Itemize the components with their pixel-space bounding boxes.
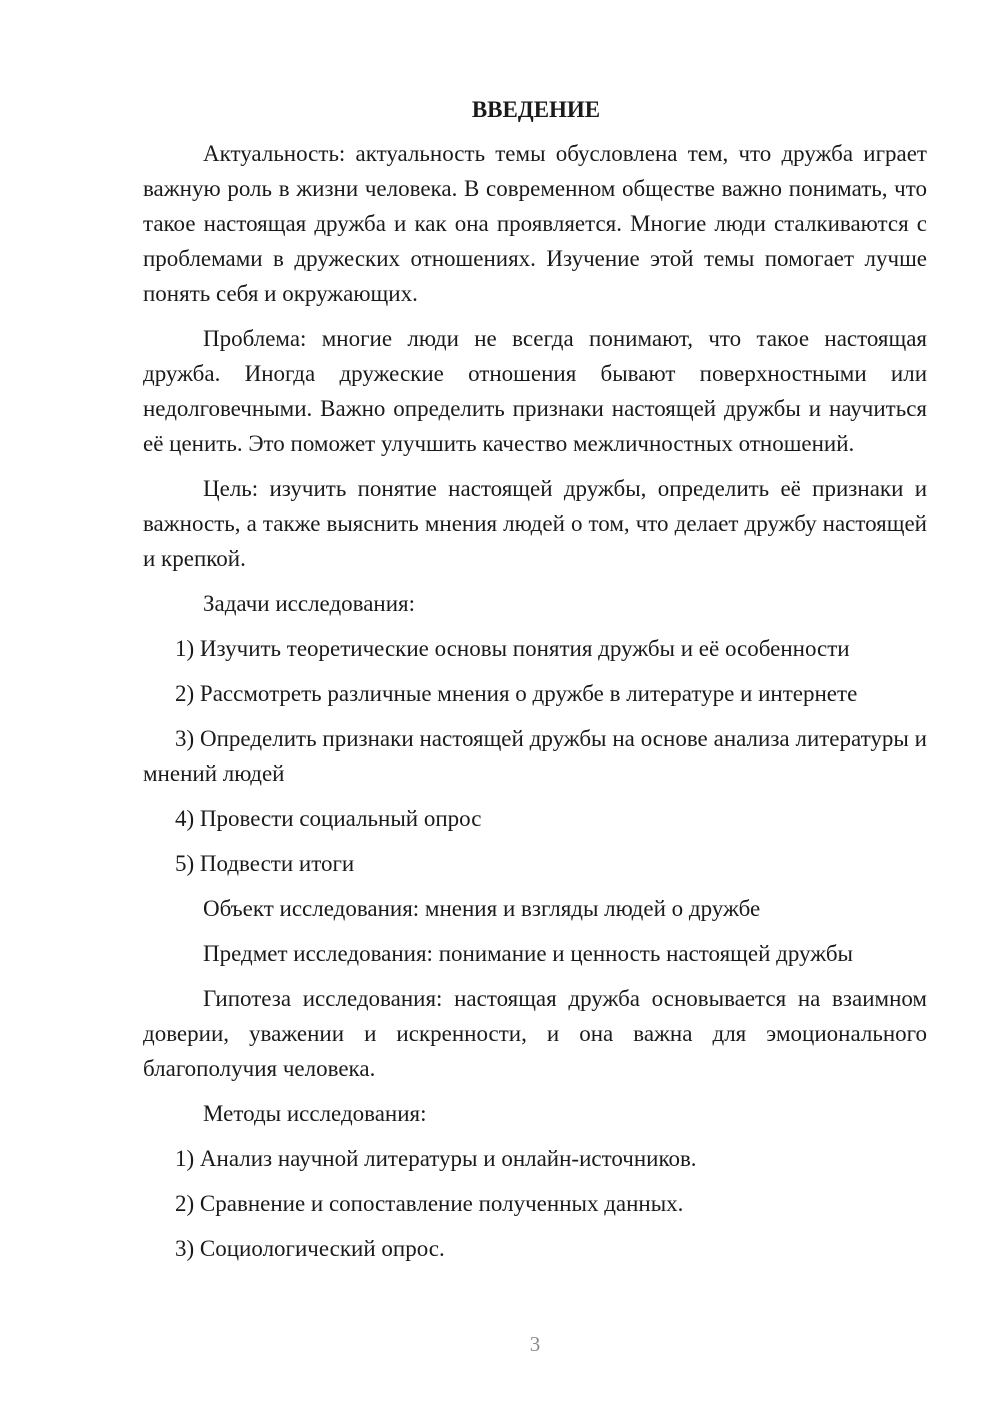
section-heading: ВВЕДЕНИЕ (471, 97, 601, 122)
relevance-paragraph: Актуальность: актуальность темы обусловлена тем, что дружба играет важную роль в жизни человека. В современном обществе важно понимать, что такое настоящая дружба и как она проявляется. Многие люди сталкиваются с проблемами в дружеских отношениях. Изучение этой темы помогает лучше понять себя и окружающих. (143, 141, 927, 306)
method-item: 3) Социологический опрос. (175, 1236, 445, 1261)
task-item: 3) Определить признаки настоящей дружбы на основе анализа литературы и мнений людей (143, 726, 927, 786)
page-number: 3 (529, 1332, 541, 1356)
goal-paragraph: Цель: изучить понятие настоящей дружбы, определить её признаки и важность, а также выяснить мнения людей о том, что делает дружбу настоящей и крепкой. (143, 476, 927, 571)
tasks-title: Задачи исследования: (203, 591, 416, 616)
task-item: 2) Рассмотреть различные мнения о дружбе в литературе и интернете (175, 681, 858, 706)
method-item: 2) Сравнение и сопоставление полученных данных. (175, 1191, 684, 1216)
hypothesis-paragraph: Гипотеза исследования: настоящая дружба основывается на взаимном доверии, уважении и искренности, и она важна для эмоционального благополучия человека. (143, 986, 927, 1081)
methods-title: Методы исследования: (203, 1101, 427, 1126)
task-item: 5) Подвести итоги (175, 851, 355, 876)
task-item: 1) Изучить теоретические основы понятия дружбы и её особенности (175, 636, 850, 661)
research-subject: Предмет исследования: понимание и ценность настоящей дружбы (203, 941, 853, 966)
task-item: 4) Провести социальный опрос (175, 806, 482, 831)
method-item: 1) Анализ научной литературы и онлайн-источников. (175, 1146, 697, 1171)
research-object: Объект исследования: мнения и взгляды людей о дружбе (203, 896, 761, 921)
problem-paragraph: Проблема: многие люди не всегда понимают, что такое настоящая дружба. Иногда дружеские отношения бывают поверхностными или недолговечными. Важно определить признаки настоящей дружбы и научиться её ценить. Это поможет улучшить качество межличностных отношений. (143, 326, 927, 456)
document-body (143, 95, 927, 1276)
